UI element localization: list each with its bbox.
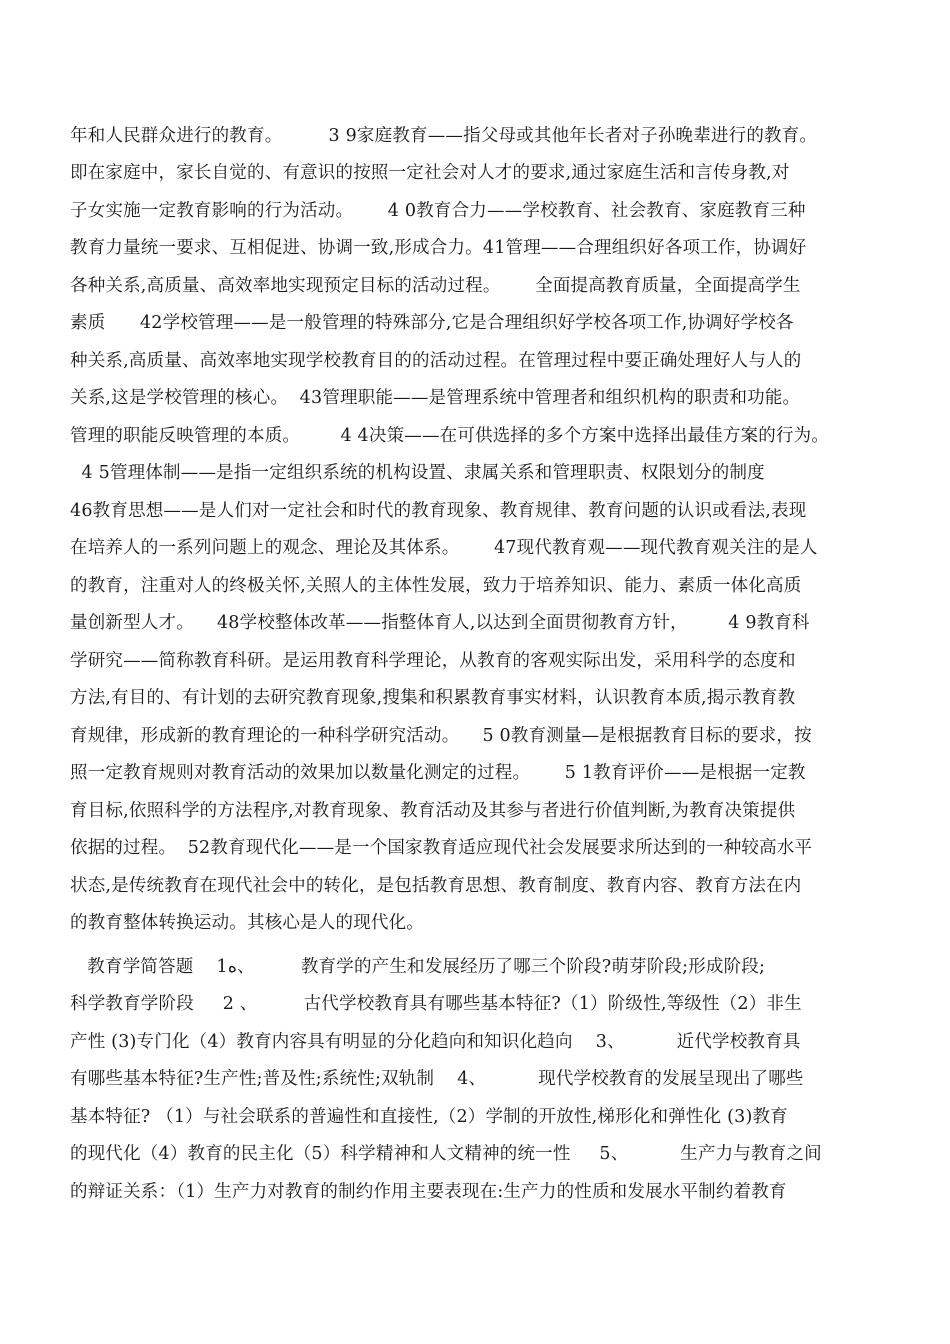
text-line: 种关系,高质量、高效率地实现学校教育目的的活动过程。在管理过程中要正确处理好人与人的 xyxy=(70,351,802,371)
text-line: 教育学简答题 1ه、 教育学的产生和发展经历了哪三个阶段?萌芽阶段;形成阶段; xyxy=(70,957,766,977)
text-line: 状态,是传统教育在现代社会中的转化，是包括教育思想、教育制度、教育内容、教育方法在内 xyxy=(70,876,802,896)
text-line: 各种关系,高质量、高效率地实现预定目标的活动过程。 全面提高教育质量，全面提高学生 xyxy=(70,276,801,296)
text-line: 在培养人的一系列问题上的观念、理论及其体系。 47现代教育观——现代教育观关注的是人 xyxy=(70,538,818,558)
text-line: 有哪些基本特征?生产性;普及性;系统性;双轨制 4、 现代学校教育的发展呈现出了哪些 xyxy=(70,1069,804,1089)
text-line: 基本特征? （1）与社会联系的普遍性和直接性,（2）学制的开放性,梯形化和弹性化 (3)教育 xyxy=(70,1107,788,1127)
text-line: 关系,这是学校管理的核心。 43管理职能——是管理系统中管理者和组织机构的职责和功能。 xyxy=(70,388,801,408)
text-line: 照一定教育规则对教育活动的效果加以数量化测定的过程。 5 1教育评价——是根据一定教 xyxy=(70,763,806,783)
text-line: 育规律，形成新的教育理论的一种科学研究活动。 5 0教育测量—是根据教育目标的要求，按 xyxy=(70,726,812,746)
text-line: 的辩证关系：（1）生产力对教育的制约作用主要表现在:生产力的性质和发展水平制约着教育 xyxy=(70,1182,787,1202)
text-line: 年和人民群众进行的教育。 3 9家庭教育——指父母或其他年长者对子孙晚辈进行的教育。 xyxy=(70,126,818,146)
text-line: 46教育思想——是人们对一定社会和时代的教育现象、教育规律、教育问题的认识或看法,表现 xyxy=(70,501,807,521)
text-line: 依据的过程。 52教育现代化——是一个国家教育适应现代社会发展要求所达到的一种较高水平 xyxy=(70,838,813,858)
text-line: 的教育，注重对人的终极关怀,关照人的主体性发展，致力于培养知识、能力、素质一体化高质 xyxy=(70,576,802,596)
text-line: 即在家庭中，家长自觉的、有意识的按照一定社会对人才的要求,通过家庭生活和言传身教,对 xyxy=(70,163,790,183)
text-line: 方法,有目的、有计划的去研究教育现象,搜集和积累教育事实材料，认识教育本质,揭示教育教 xyxy=(70,688,796,708)
text-line: 学研究——简称教育科研。是运用教育科学理论，从教育的客观实际出发，采用科学的态度和 xyxy=(70,651,796,671)
text-line: 教育力量统一要求、互相促进、协调一致,形成合力。41管理——合理组织好各项工作，协调好 xyxy=(70,238,807,258)
text-line: 科学教育学阶段 2 、 古代学校教育具有哪些基本特征?（1）阶级性,等级性（2）非生 xyxy=(70,994,802,1014)
text-line: 育目标,依照科学的方法程序,对教育现象、教育活动及其参与者进行价值判断,为教育决策提供 xyxy=(70,801,796,821)
text-line: 的现代化（4）教育的民主化（5）科学精神和人文精神的统一性 5、 生产力与教育之间 xyxy=(70,1144,822,1164)
text-line: 子女实施一定教育影响的行为活动。 4 0教育合力——学校教育、社会教育、家庭教育三种 xyxy=(70,201,806,221)
text-line: 产性 (3)专门化（4）教育内容具有明显的分化趋向和知识化趋向 3、 近代学校教育具 xyxy=(70,1032,801,1052)
text-line: 4 5管理体制——是指一定组织系统的机构设置、隶属关系和管理职责、权限划分的制度 xyxy=(70,463,765,483)
text-line: 管理的职能反映管理的本质。 4 4决策——在可供选择的多个方案中选择出最佳方案的行为。 xyxy=(70,426,830,446)
text-line: 素质 42学校管理——是一般管理的特殊部分,它是合理组织好学校各项工作,协调好学校各 xyxy=(70,313,794,333)
text-line: 量创新型人才。 48学校整体改革——指整体育人,以达到全面贯彻教育方针， 4 9教育科 xyxy=(70,613,810,633)
text-line: 的教育整体转换运动。其核心是人的现代化。 xyxy=(70,913,424,933)
